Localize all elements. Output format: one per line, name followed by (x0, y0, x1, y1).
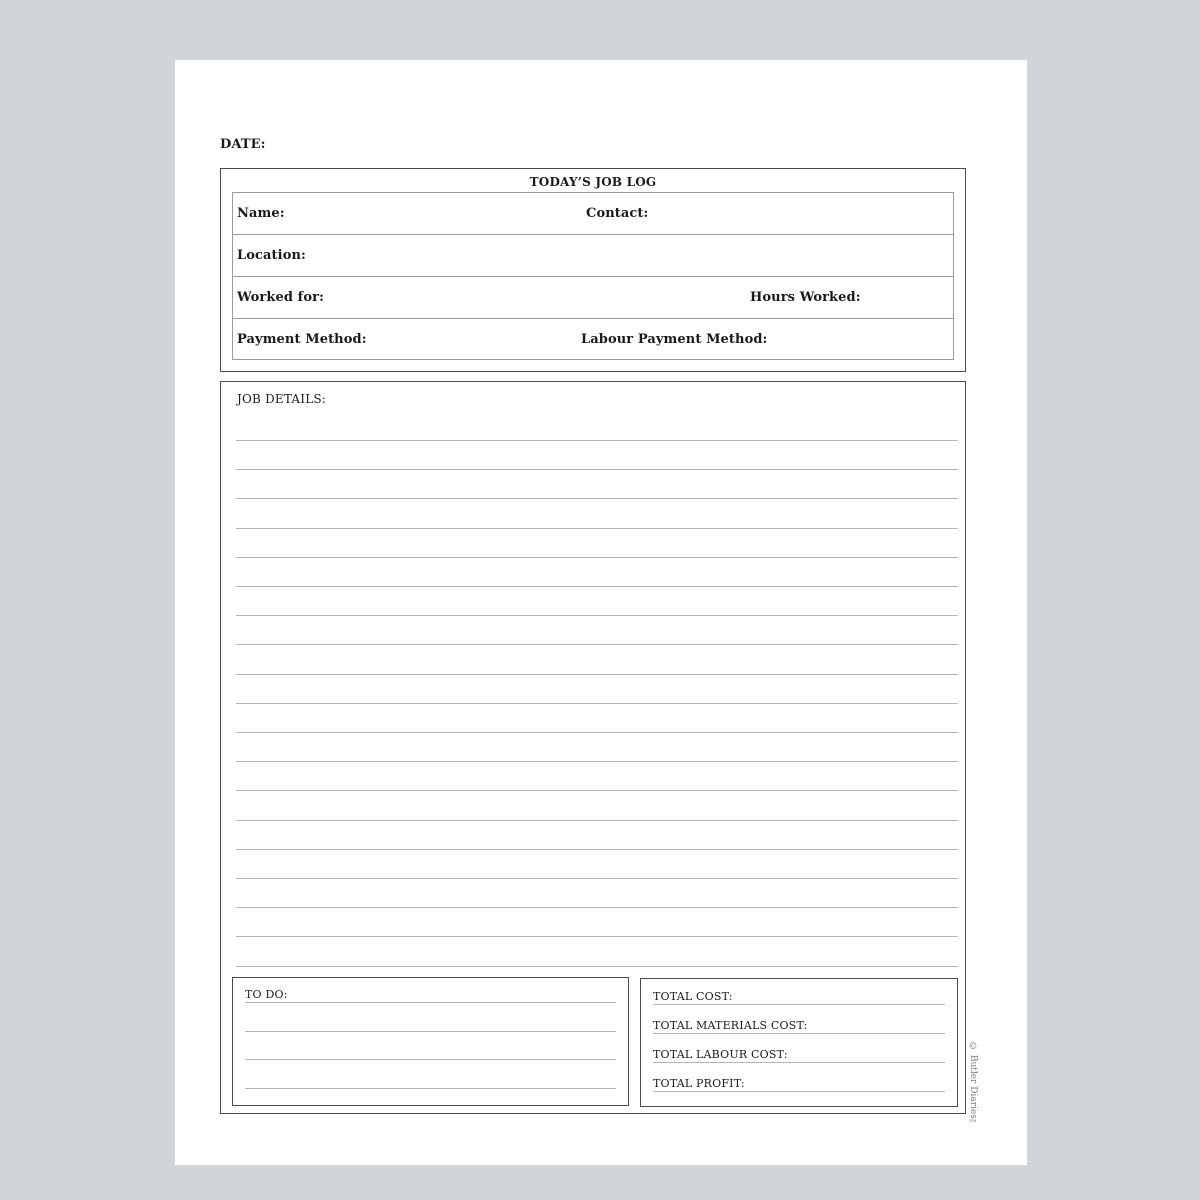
writing-line[interactable] (236, 469, 958, 470)
total-labour-cost-label: TOTAL LABOUR COST: (653, 1048, 788, 1061)
writing-line[interactable] (236, 557, 958, 558)
writing-line[interactable] (236, 586, 958, 587)
writing-line[interactable] (236, 440, 958, 441)
writing-line[interactable] (236, 966, 958, 967)
worked-for-field[interactable]: Worked for: (237, 290, 324, 305)
total-cost-label: TOTAL COST: (653, 990, 733, 1003)
writing-line[interactable] (236, 761, 958, 762)
writing-line[interactable] (236, 674, 958, 675)
job-details-box (220, 381, 966, 1114)
todo-box (232, 977, 629, 1106)
writing-line[interactable] (245, 1002, 616, 1003)
writing-line[interactable] (236, 849, 958, 850)
job-log-box (220, 168, 966, 372)
job-log-title: TODAY’S JOB LOG (529, 175, 657, 189)
writing-line[interactable] (236, 498, 958, 499)
location-field[interactable]: Location: (237, 248, 306, 263)
writing-line[interactable] (236, 907, 958, 908)
total-materials-cost-line[interactable] (653, 1033, 945, 1034)
hours-worked-field[interactable]: Hours Worked: (750, 290, 861, 305)
writing-line[interactable] (245, 1031, 616, 1032)
row-divider (233, 276, 953, 277)
writing-line[interactable] (236, 878, 958, 879)
totals-box (640, 978, 958, 1107)
copyright-text: © Butler Diaries™ (968, 1042, 978, 1129)
writing-line[interactable] (245, 1059, 616, 1060)
job-details-title: JOB DETAILS: (237, 392, 327, 406)
date-label: DATE: (220, 137, 266, 152)
writing-line[interactable] (236, 703, 958, 704)
total-labour-cost-line[interactable] (653, 1062, 945, 1063)
contact-field[interactable]: Contact: (586, 206, 649, 221)
total-cost-line[interactable] (653, 1004, 945, 1005)
row-divider (233, 234, 953, 235)
todo-title: TO DO: (245, 988, 288, 1001)
total-materials-cost-label: TOTAL MATERIALS COST: (653, 1019, 808, 1032)
writing-line[interactable] (236, 820, 958, 821)
name-field[interactable]: Name: (237, 206, 285, 221)
row-divider (233, 318, 953, 319)
writing-line[interactable] (236, 790, 958, 791)
writing-line[interactable] (236, 615, 958, 616)
job-log-fields (232, 192, 954, 360)
writing-line[interactable] (236, 528, 958, 529)
writing-line[interactable] (236, 732, 958, 733)
writing-line[interactable] (245, 1088, 616, 1089)
total-profit-line[interactable] (653, 1091, 945, 1092)
writing-line[interactable] (236, 936, 958, 937)
writing-line[interactable] (236, 644, 958, 645)
labour-payment-method-field[interactable]: Labour Payment Method: (581, 332, 768, 347)
total-profit-label: TOTAL PROFIT: (653, 1077, 745, 1090)
payment-method-field[interactable]: Payment Method: (237, 332, 367, 347)
